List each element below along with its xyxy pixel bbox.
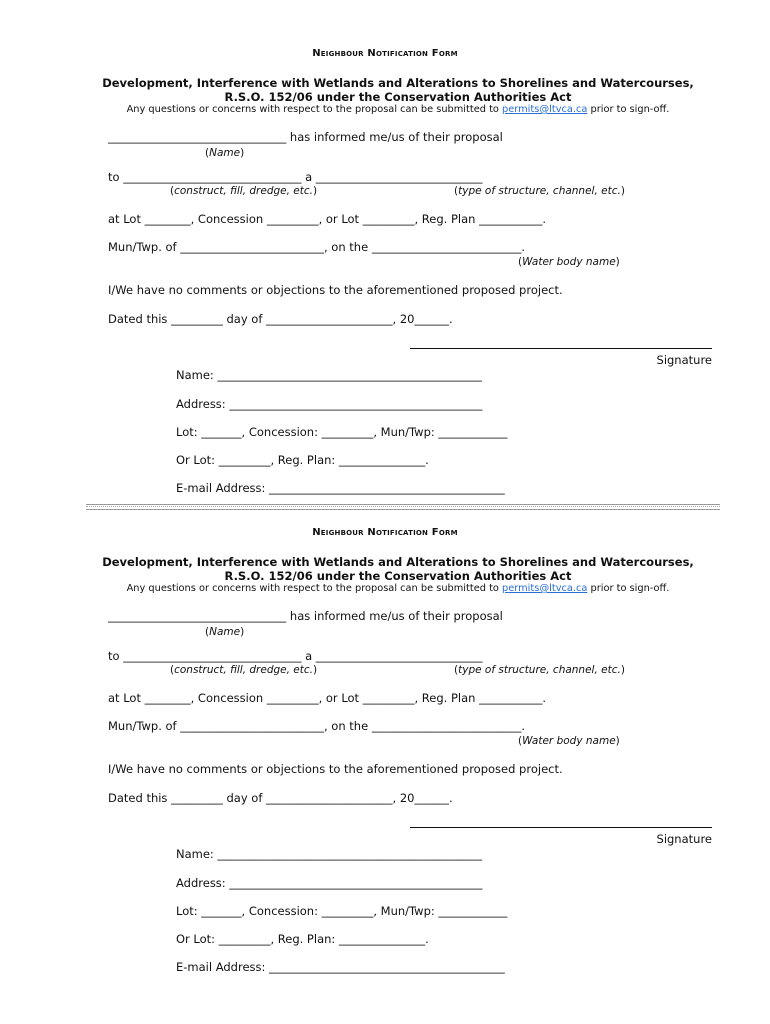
proposal-informed-line[interactable]: _______________________________ has informed me/us of their proposal (108, 130, 503, 144)
water-body-caption: (Water body name) (518, 256, 620, 268)
form-heading-line2: R.S.O. 152/06 under the Conservation Authorities Act (224, 569, 572, 583)
structure-caption: (type of structure, channel, etc.) (454, 185, 625, 197)
name-caption: (Name) (205, 147, 245, 159)
construct-line[interactable]: to _______________________________ a _____________________________ (108, 170, 483, 184)
signature-label: Signature (656, 832, 712, 846)
signer-lot-field[interactable]: Lot: _______, Concession: _________, Mun/Twp: ____________ (176, 425, 508, 439)
form-title: Neighbour Notification Form (312, 48, 458, 59)
signer-email-field[interactable]: E-mail Address: _________________________________________ (176, 960, 505, 974)
construct-caption: (construct, fill, dredge, etc.) (170, 664, 318, 676)
signature-line[interactable] (410, 827, 712, 828)
dated-line[interactable]: Dated this _________ day of ______________________, 20______. (108, 312, 453, 326)
email-link[interactable]: permits@ltvca.ca (502, 583, 588, 594)
form-heading-line1: Development, Interference with Wetlands and Alterations to Shorelines and Watercourses, (102, 555, 694, 569)
signer-address-field[interactable]: Address: ____________________________________________ (176, 876, 483, 890)
form-heading-line1: Development, Interference with Wetlands and Alterations to Shorelines and Watercourses, (102, 76, 694, 90)
form-subtitle: Any questions or concerns with respect to the proposal can be submitted to permits@ltvca.ca prior to sign-off. (126, 104, 670, 115)
signature-label: Signature (656, 353, 712, 367)
construct-line[interactable]: to _______________________________ a _____________________________ (108, 649, 483, 663)
notification-form-top (0, 0, 770, 495)
signer-or-lot-field[interactable]: Or Lot: _________, Reg. Plan: _______________. (176, 453, 429, 467)
construct-caption: (construct, fill, dredge, etc.) (170, 185, 318, 197)
form-subtitle: Any questions or concerns with respect to the proposal can be submitted to permits@ltvca.ca prior to sign-off. (126, 583, 670, 594)
proposal-informed-line[interactable]: _______________________________ has informed me/us of their proposal (108, 609, 503, 623)
notification-form-bottom (0, 479, 770, 974)
email-link[interactable]: permits@ltvca.ca (502, 104, 588, 115)
no-objection-statement: I/We have no comments or objections to the aforementioned proposed project. (108, 762, 563, 776)
municipality-line[interactable]: Mun/Twp. of _________________________, on the __________________________. (108, 719, 525, 733)
no-objection-statement: I/We have no comments or objections to the aforementioned proposed project. (108, 283, 563, 297)
structure-caption: (type of structure, channel, etc.) (454, 664, 625, 676)
lot-concession-line[interactable]: at Lot ________, Concession _________, or Lot _________, Reg. Plan ___________. (108, 691, 546, 705)
signer-or-lot-field[interactable]: Or Lot: _________, Reg. Plan: _______________. (176, 932, 429, 946)
signer-email-field[interactable]: E-mail Address: _________________________________________ (176, 481, 505, 495)
water-body-caption: (Water body name) (518, 735, 620, 747)
signer-lot-field[interactable]: Lot: _______, Concession: _________, Mun/Twp: ____________ (176, 904, 508, 918)
lot-concession-line[interactable]: at Lot ________, Concession _________, or Lot _________, Reg. Plan ___________. (108, 212, 546, 226)
signer-name-field[interactable]: Name: ______________________________________________ (176, 368, 482, 382)
form-title: Neighbour Notification Form (312, 527, 458, 538)
signer-address-field[interactable]: Address: ____________________________________________ (176, 397, 483, 411)
signer-name-field[interactable]: Name: ______________________________________________ (176, 847, 482, 861)
dated-line[interactable]: Dated this _________ day of ______________________, 20______. (108, 791, 453, 805)
name-caption: (Name) (205, 626, 245, 638)
form-heading-line2: R.S.O. 152/06 under the Conservation Authorities Act (224, 90, 572, 104)
municipality-line[interactable]: Mun/Twp. of _________________________, on the __________________________. (108, 240, 525, 254)
signature-line[interactable] (410, 348, 712, 349)
